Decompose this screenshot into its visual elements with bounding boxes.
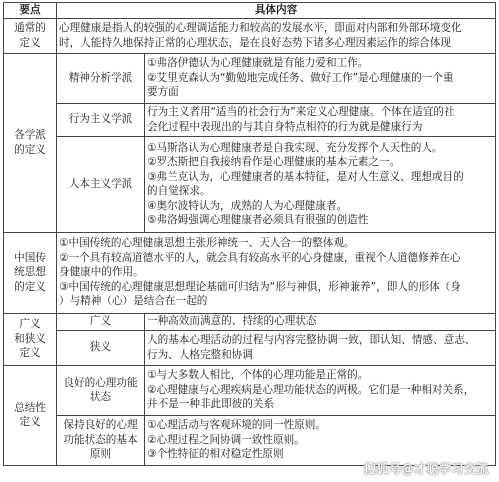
principles-label: 保持良好的心理 功能状态的基本 原则 <box>57 415 145 465</box>
school-humanism: 人本主义学派 <box>57 136 145 232</box>
broad-label: 广义 <box>57 313 145 330</box>
row-narrow <box>4 330 496 365</box>
content-chinese: ①中国传统的心理健康思想主张形神统一、天人合一的整体观。 ②一个具有较高道德水平的人，就会具有较高水平的心身健康，重视个人道德修养在心 身健康中的作用。 ③中国传统的心理健康思想理论基础可归结为“形与神俱，形神兼养”，即人的形体（身 ）与精神（心）是结合在一起的 <box>57 232 496 313</box>
label-schools: 各学派 的定义 <box>4 53 57 232</box>
content-broad: 一种高效而满意的、持续的心理状态 <box>145 313 496 330</box>
row-humanism <box>4 136 496 232</box>
watermark: 搜狐号@才聪学习交流 <box>363 462 489 476</box>
row-broad <box>4 313 496 330</box>
row-behaviorism <box>4 103 496 136</box>
content-behaviorism: 行为主义者用“适当的社会行为”来定义心理健康。个体在适宜的社 会化过程中表现出的与其自身特点相符的行为就是健康行为 <box>145 103 496 136</box>
row-normal-def <box>4 18 496 53</box>
row-principles <box>4 415 496 465</box>
label-normal-def: 通常的 定义 <box>4 18 57 53</box>
content-normal-def: 心理健康是指人的较强的心理调适能力和较高的发展水平，即面对内部和外部环境变化 时，人能持久地保持正常的心理状态，是在良好态势下诸多心理因素运作的综合体现 <box>57 18 496 53</box>
header-row <box>4 3 496 19</box>
label-broad-narrow: 广义 和狭义 定义 <box>4 313 57 365</box>
content-psychoanalysis: ①弗洛伊德认为心理健康就是有能力爱和工作。 ②艾里克森认为“勤勉地完成任务、做好工作”是心理健康的一个重 要方面 <box>145 53 496 103</box>
content-narrow: 人的基本心理活动的过程与内容完整协调一致，即认知、情感、意志、 行为、人格完整和协调 <box>145 330 496 365</box>
school-psychoanalysis: 精神分析学派 <box>57 53 145 103</box>
row-chinese <box>4 232 496 313</box>
label-summary: 总结性 定义 <box>4 365 57 465</box>
school-behaviorism: 行为主义学派 <box>57 103 145 136</box>
content-principles: ①心理活动与客观环境的同一性原则。 ②心理过程之间协调一致性原则。 ③个性特征的相对稳定性原则 <box>145 415 496 465</box>
knowledge-table <box>3 2 496 466</box>
content-humanism: ①马斯洛认为心理健康者是自我实现、充分发挥个人天性的人。 ②罗杰斯把自我接纳看作是心理健康的基本元素之一。 ③弗兰克认为，心理健康者的基本特征，是对人生意义、理想或目的 的自觉探求。 ④奥尔波特认为，成熟的人为心理健康者。 ⑤弗洛姆强调心理健康者必须具有很强的创造性 <box>145 136 496 232</box>
header-content: 具体内容 <box>57 3 496 19</box>
row-good-state <box>4 365 496 415</box>
narrow-label: 狭义 <box>57 330 145 365</box>
good-state-label: 良好的心理功能 状态 <box>57 365 145 415</box>
row-psychoanalysis <box>4 53 496 103</box>
header-key: 要点 <box>4 3 57 19</box>
label-chinese: 中国传 统思想 的定义 <box>4 232 57 313</box>
content-good-state: ①与大多数人相比，个体的心理功能是正常的。 ②心理健康与心理疾病是心理功能状态的两极。它们是一种相对关系， 并不是一种非此即彼的关系 <box>145 365 496 415</box>
